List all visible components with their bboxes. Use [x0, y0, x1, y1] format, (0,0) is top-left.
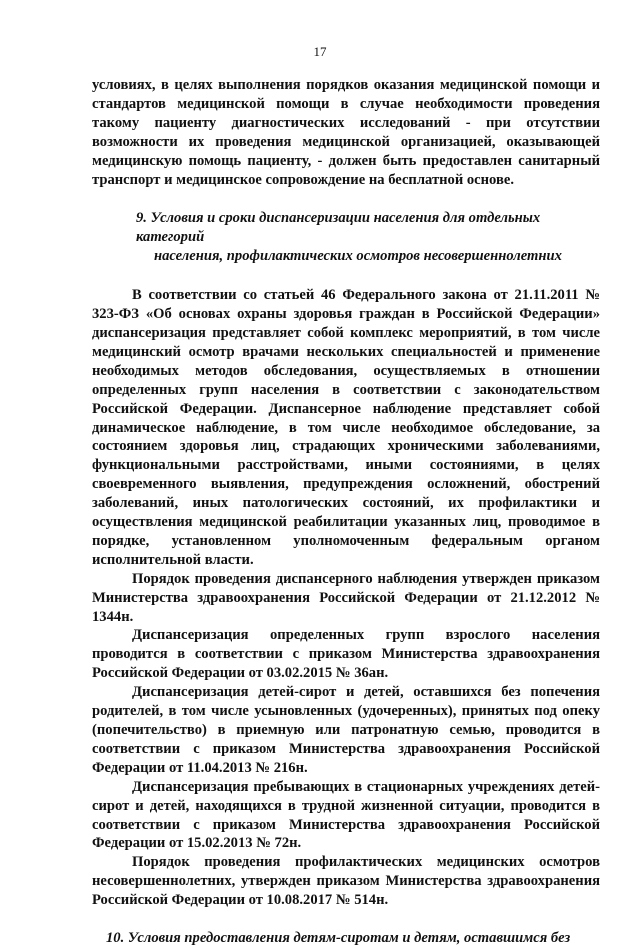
paragraph-orphans-dispensary: Диспансеризация детей-сирот и детей, оставшихся без попечения родителей, в том числе усыновленных (удочеренных), принятых под опеку (попечительство) в приемную или патронатную семью, проводится в соответствии с приказом Министерства здравоохранения Российской Федерации от 11.04.2013 № 216н. [92, 684, 600, 776]
section-10-heading: 10. Условия предоставления детям-сиротам и детям, оставшимся без [106, 930, 571, 947]
page-content [92, 76, 600, 948]
paragraph-dispensary-observation-order: Порядок проведения диспансерного наблюдения утвержден приказом Министерства здравоохранения Российской Федерации от 21.12.2012 № 1344н. [92, 570, 600, 625]
section-9-heading-line1: 9. Условия и сроки диспансеризации населения для отдельных категорий [136, 210, 541, 246]
page-number: 17 [313, 44, 327, 59]
section-9-heading-line2: населения, профилактических осмотров несовершеннолетних [154, 248, 562, 265]
paragraph-adult-dispensary: Диспансеризация определенных групп взрослого населения проводится в соответствии с приказом Министерства здравоохранения Российской Федерации от 03.02.2015 № 36ан. [92, 627, 600, 682]
paragraph-dispensary-definition: В соответствии со статьей 46 Федерального закона от 21.11.2011 № 323-ФЗ «Об основах охраны здоровья граждан в Российской Федерации» диспансеризация представляет собой комплекс мероприятий, в том числе медицинский осмотр врачами нескольких специальностей и применение необходимых методов обследования, осуществляемых в отношении определенных групп населения в соответствии с законодательством Российской Федерации. Диспансерное наблюдение представляет собой динамическое наблюдение, в том числе необходимое обследование, за состоянием здоровья лиц, страдающих хроническими заболеваниями, функциональными расстройствами, иными состояниями, в целях своевременного выявления, предупреждения осложнений, обострений заболеваний, иных патологических состояний, их профилактики и осуществления медицинской реабилитации указанных лиц, проводимое в порядке, установленном уполномоченным федеральным органом исполнительной власти. [92, 287, 600, 568]
paragraph-institution-orphans-dispensary: Диспансеризация пребывающих в стационарных учреждениях детей-сирот и детей, находящихся в трудной жизненной ситуации, проводится в соответствии с приказом Министерства здравоохранения Российской Федерации от 15.02.2013 № 72н. [92, 778, 600, 852]
paragraph-minors-preventive-exams: Порядок проведения профилактических медицинских осмотров несовершеннолетних, утвержден приказом Министерства здравоохранения Российской Федерации от 10.08.2017 № 514н. [92, 854, 600, 909]
intro-paragraph: условиях, в целях выполнения порядков оказания медицинской помощи и стандартов медицинской помощи в случае необходимости проведения такому пациенту диагностических исследований - при отсутствии возможности их проведения медицинской организацией, оказывающей медицинскую помощь пациенту, - должен быть предоставлен санитарный транспорт и медицинское сопровождение на бесплатной основе. [92, 77, 600, 188]
section-9-heading [92, 209, 600, 266]
